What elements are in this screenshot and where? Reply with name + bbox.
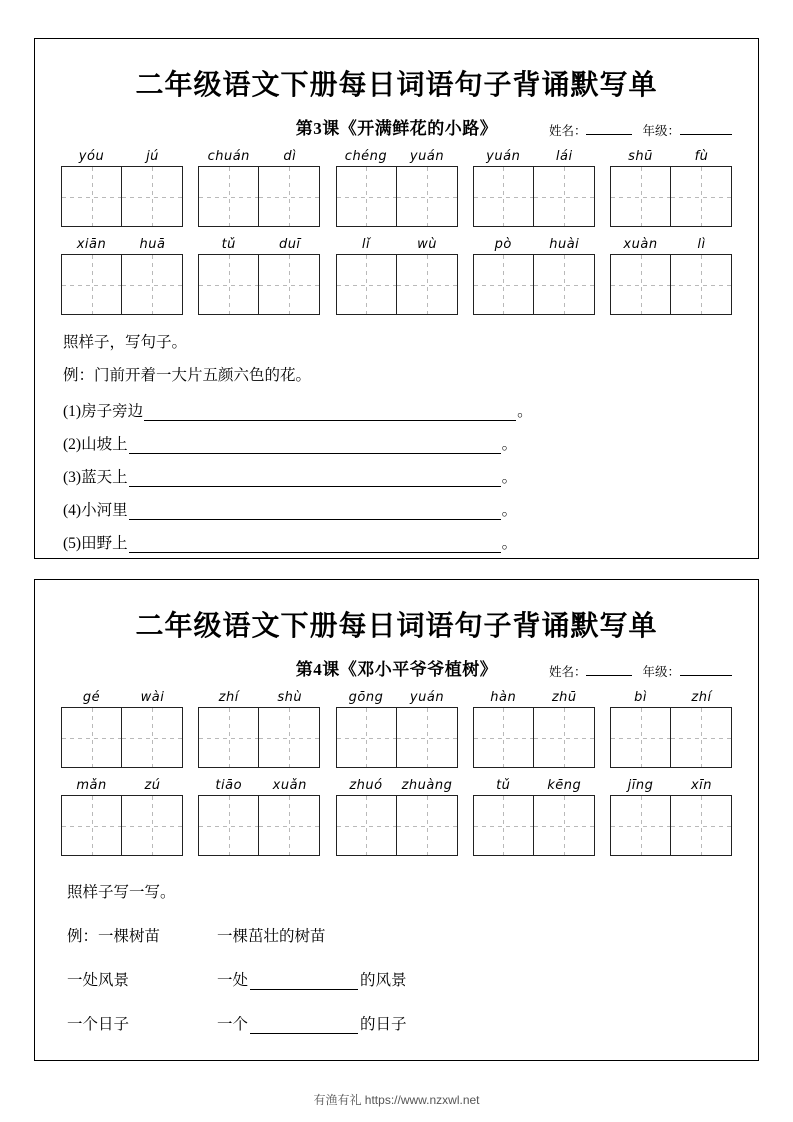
pinyin-syllable: chéng (344, 149, 388, 164)
tianzige-pair[interactable] (198, 166, 320, 227)
pinyin-syllable: dì (283, 149, 297, 164)
tianzige-pair[interactable] (473, 166, 595, 227)
pinyin-syllable: pò (494, 237, 512, 252)
word-row (57, 237, 736, 315)
tianzige-pair[interactable] (61, 707, 183, 768)
tianzige-pair[interactable] (198, 707, 320, 768)
fill-line-blank[interactable] (129, 471, 501, 487)
tianzige-pair[interactable] (473, 795, 595, 856)
pinyin-syllable: bì (634, 690, 647, 705)
word-item (198, 690, 320, 768)
grade-input-2[interactable] (680, 662, 732, 676)
fill-line (63, 531, 736, 553)
practice-row (67, 924, 736, 946)
word-item (198, 778, 320, 856)
tianzige-cell[interactable] (610, 707, 671, 768)
name-input-1[interactable] (586, 121, 632, 135)
tianzige-cell[interactable] (671, 795, 732, 856)
word-item (610, 690, 732, 768)
grade-label-2: 年级： (642, 665, 680, 679)
pinyin-syllable: yóu (78, 149, 105, 164)
worksheet-sheet-1 (34, 38, 759, 559)
pinyin-syllable: xiān (76, 237, 107, 252)
tianzige-pair[interactable] (198, 254, 320, 315)
pinyin-syllable: hàn (490, 690, 517, 705)
word-item (61, 237, 183, 315)
tianzige-cell[interactable] (61, 795, 122, 856)
name-label-1: 姓名： (548, 124, 587, 138)
fill-line-prompt: (1)房子旁边 (63, 402, 144, 420)
page-title-1: 二年级语文下册每日词语句子背诵默写单 (135, 70, 658, 101)
pinyin-pair (61, 778, 183, 793)
word-item (473, 690, 595, 768)
word-row (57, 149, 736, 227)
practice-prompt: 一处风景 (67, 972, 130, 989)
pinyin-pair (336, 149, 458, 164)
name-field-group-2 (549, 662, 633, 680)
tianzige-cell[interactable] (198, 166, 259, 227)
fill-line (63, 432, 736, 454)
pinyin-syllable: lì (697, 237, 706, 252)
pinyin-syllable: shù (277, 690, 303, 705)
fill-line (63, 465, 736, 487)
tianzige-cell[interactable] (534, 254, 595, 315)
pinyin-syllable: yuán (486, 149, 521, 164)
pinyin-syllable: zhí (691, 690, 712, 705)
practice-answer-pre: 一个 (217, 1016, 249, 1033)
tianzige-cell[interactable] (473, 707, 534, 768)
tianzige-pair[interactable] (61, 254, 183, 315)
tianzige-cell[interactable] (259, 254, 320, 315)
fill-line-blank[interactable] (144, 405, 516, 421)
student-info-1 (549, 121, 732, 139)
pinyin-pair (336, 778, 458, 793)
practice-prompt: 例：一棵树苗 (67, 928, 161, 945)
tianzige-cell[interactable] (61, 166, 122, 227)
tianzige-pair[interactable] (336, 795, 458, 856)
pinyin-pair (336, 690, 458, 705)
word-item (198, 149, 320, 227)
pinyin-pair (610, 237, 732, 252)
word-item (473, 237, 595, 315)
pinyin-syllable: lǐ (361, 237, 371, 252)
tianzige-cell[interactable] (61, 707, 122, 768)
practice-prompt: 一个日子 (67, 1016, 130, 1033)
pinyin-syllable: xuǎn (272, 778, 307, 793)
tianzige-pair[interactable] (61, 166, 183, 227)
word-item (61, 778, 183, 856)
practice-answer (217, 1012, 407, 1034)
word-item (473, 778, 595, 856)
word-item (610, 778, 732, 856)
pinyin-syllable: xīn (690, 778, 713, 793)
pinyin-pair (473, 149, 595, 164)
name-input-2[interactable] (586, 662, 632, 676)
pinyin-syllable: chuán (207, 149, 250, 164)
pinyin-syllable: tǔ (496, 778, 511, 793)
tianzige-cell[interactable] (473, 166, 534, 227)
tianzige-cell[interactable] (336, 254, 397, 315)
word-item (61, 149, 183, 227)
pinyin-syllable: kēng (547, 778, 582, 793)
tianzige-cell[interactable] (610, 795, 671, 856)
pinyin-syllable: gōng (348, 690, 384, 705)
tianzige-cell[interactable] (534, 707, 595, 768)
practice-blank[interactable] (250, 1018, 358, 1034)
tianzige-cell[interactable] (397, 795, 458, 856)
pinyin-pair (473, 778, 595, 793)
tianzige-pair[interactable] (336, 254, 458, 315)
tianzige-cell[interactable] (473, 795, 534, 856)
word-item (61, 690, 183, 768)
tianzige-cell[interactable] (671, 166, 732, 227)
tianzige-pair[interactable] (336, 707, 458, 768)
tianzige-cell[interactable] (61, 254, 122, 315)
tianzige-pair[interactable] (610, 707, 732, 768)
pinyin-syllable: mǎn (76, 778, 107, 793)
page-title-2: 二年级语文下册每日词语句子背诵默写单 (135, 611, 658, 642)
tianzige-cell[interactable] (610, 166, 671, 227)
pinyin-syllable: yuán (409, 149, 445, 164)
lesson-title-2: 第4课《邓小平爷爷植树》 (295, 660, 498, 679)
fill-line (63, 399, 736, 421)
tianzige-cell[interactable] (397, 254, 458, 315)
tianzige-pair[interactable] (610, 254, 732, 315)
fill-line-period: 。 (517, 402, 533, 420)
tianzige-pair[interactable] (336, 166, 458, 227)
tianzige-cell[interactable] (671, 254, 732, 315)
tianzige-pair[interactable] (198, 795, 320, 856)
tianzige-cell[interactable] (397, 166, 458, 227)
pinyin-syllable: huài (549, 237, 580, 252)
tianzige-pair[interactable] (473, 254, 595, 315)
subtitle-row-2 (57, 656, 736, 680)
fill-line-period: 。 (501, 534, 518, 552)
name-field-group-1 (549, 121, 633, 139)
fill-line-blank[interactable] (129, 504, 501, 520)
word-item (336, 149, 458, 227)
practice-answer-pre: 一棵茁壮的树苗 (217, 928, 326, 945)
fill-line-period: 。 (501, 468, 518, 486)
pinyin-pair (610, 778, 732, 793)
pinyin-pair (198, 149, 320, 164)
fill-line-period: 。 (501, 501, 518, 519)
pinyin-syllable: fù (694, 149, 709, 164)
pinyin-syllable: wù (417, 237, 437, 252)
pinyin-syllable: wài (140, 690, 165, 705)
pinyin-pair (473, 690, 595, 705)
fill-line-prompt: (4)小河里 (63, 501, 128, 519)
tianzige-cell[interactable] (534, 795, 595, 856)
fill-line (63, 498, 736, 520)
pinyin-syllable: zhí (218, 690, 239, 705)
tianzige-cell[interactable] (198, 254, 259, 315)
fill-line-period: 。 (501, 435, 518, 453)
tianzige-cell[interactable] (534, 166, 595, 227)
tianzige-cell[interactable] (473, 254, 534, 315)
pinyin-pair (198, 237, 320, 252)
pinyin-pair (610, 149, 732, 164)
tianzige-cell[interactable] (671, 707, 732, 768)
lesson-title-1: 第3课《开满鲜花的小路》 (295, 119, 498, 138)
practice-answer-post: 的日子 (360, 1016, 407, 1033)
fill-line-blank[interactable] (129, 438, 501, 454)
word-item (610, 149, 732, 227)
name-label-2: 姓名： (548, 665, 587, 679)
word-item (198, 237, 320, 315)
worksheet-sheet-2 (34, 579, 759, 1061)
practice-answer (217, 924, 326, 946)
footer-watermark: 有渔有礼 https://www.nzxwl.net (313, 1093, 480, 1107)
tianzige-cell[interactable] (259, 166, 320, 227)
word-row (57, 690, 736, 768)
pinyin-pair (610, 690, 732, 705)
pinyin-syllable: shū (628, 149, 653, 164)
tianzige-cell[interactable] (336, 707, 397, 768)
pinyin-syllable: zhū (551, 690, 577, 705)
pinyin-syllable: zhuàng (401, 778, 453, 793)
word-item (473, 149, 595, 227)
pinyin-syllable: zhuó (349, 778, 383, 793)
tianzige-pair[interactable] (61, 795, 183, 856)
pinyin-syllable: xuàn (623, 237, 658, 252)
pinyin-pair (198, 778, 320, 793)
subtitle-row-1 (57, 115, 736, 139)
tianzige-cell[interactable] (122, 707, 183, 768)
word-row (57, 778, 736, 856)
tianzige-cell[interactable] (259, 707, 320, 768)
tianzige-cell[interactable] (397, 707, 458, 768)
pinyin-syllable: tǔ (221, 237, 236, 252)
grade-label-1: 年级： (642, 124, 680, 138)
tianzige-cell[interactable] (336, 795, 397, 856)
pinyin-syllable: gé (82, 690, 101, 705)
grade-field-group-2 (642, 662, 732, 680)
word-item (336, 690, 458, 768)
tianzige-cell[interactable] (198, 795, 259, 856)
pinyin-syllable: tiāo (215, 778, 243, 793)
tianzige-cell[interactable] (198, 707, 259, 768)
fill-line-prompt: (2)山坡上 (63, 435, 128, 453)
grade-input-1[interactable] (680, 121, 732, 135)
word-item (336, 237, 458, 315)
tianzige-cell[interactable] (122, 795, 183, 856)
pinyin-pair (61, 149, 183, 164)
pinyin-syllable: zú (144, 778, 161, 793)
instruction-text-1: 照样子，写句子。 (63, 334, 188, 351)
pinyin-pair (61, 690, 183, 705)
pinyin-pair (198, 690, 320, 705)
student-info-2 (549, 662, 732, 680)
pinyin-syllable: duī (278, 237, 301, 252)
example-sentence-1: 例：门前开着一大片五颜六色的花。 (63, 367, 312, 385)
practice-row (67, 1012, 736, 1034)
practice-answer-pre: 一处 (217, 972, 249, 989)
tianzige-pair[interactable] (473, 707, 595, 768)
word-item (610, 237, 732, 315)
fill-line-blank[interactable] (129, 537, 501, 553)
word-item (336, 778, 458, 856)
instruction-text-2: 照样子写一写。 (67, 884, 176, 901)
pinyin-pair (61, 237, 183, 252)
tianzige-cell[interactable] (259, 795, 320, 856)
pinyin-pair (473, 237, 595, 252)
pinyin-syllable: lái (555, 149, 573, 164)
practice-answer (217, 968, 407, 990)
practice-answer-post: 的风景 (360, 972, 407, 989)
pinyin-pair (336, 237, 458, 252)
tianzige-pair[interactable] (610, 795, 732, 856)
tianzige-cell[interactable] (610, 254, 671, 315)
fill-line-prompt: (3)蓝天上 (63, 468, 128, 486)
tianzige-cell[interactable] (336, 166, 397, 227)
practice-row (67, 968, 736, 990)
practice-blank[interactable] (250, 974, 358, 990)
pinyin-syllable: huā (139, 237, 166, 252)
pinyin-syllable: jú (146, 149, 159, 164)
pinyin-syllable: jīng (627, 778, 654, 793)
tianzige-cell[interactable] (122, 254, 183, 315)
pinyin-syllable: yuán (409, 690, 445, 705)
fill-line-prompt: (5)田野上 (63, 534, 128, 552)
grade-field-group-1 (642, 121, 732, 139)
tianzige-cell[interactable] (122, 166, 183, 227)
tianzige-pair[interactable] (610, 166, 732, 227)
